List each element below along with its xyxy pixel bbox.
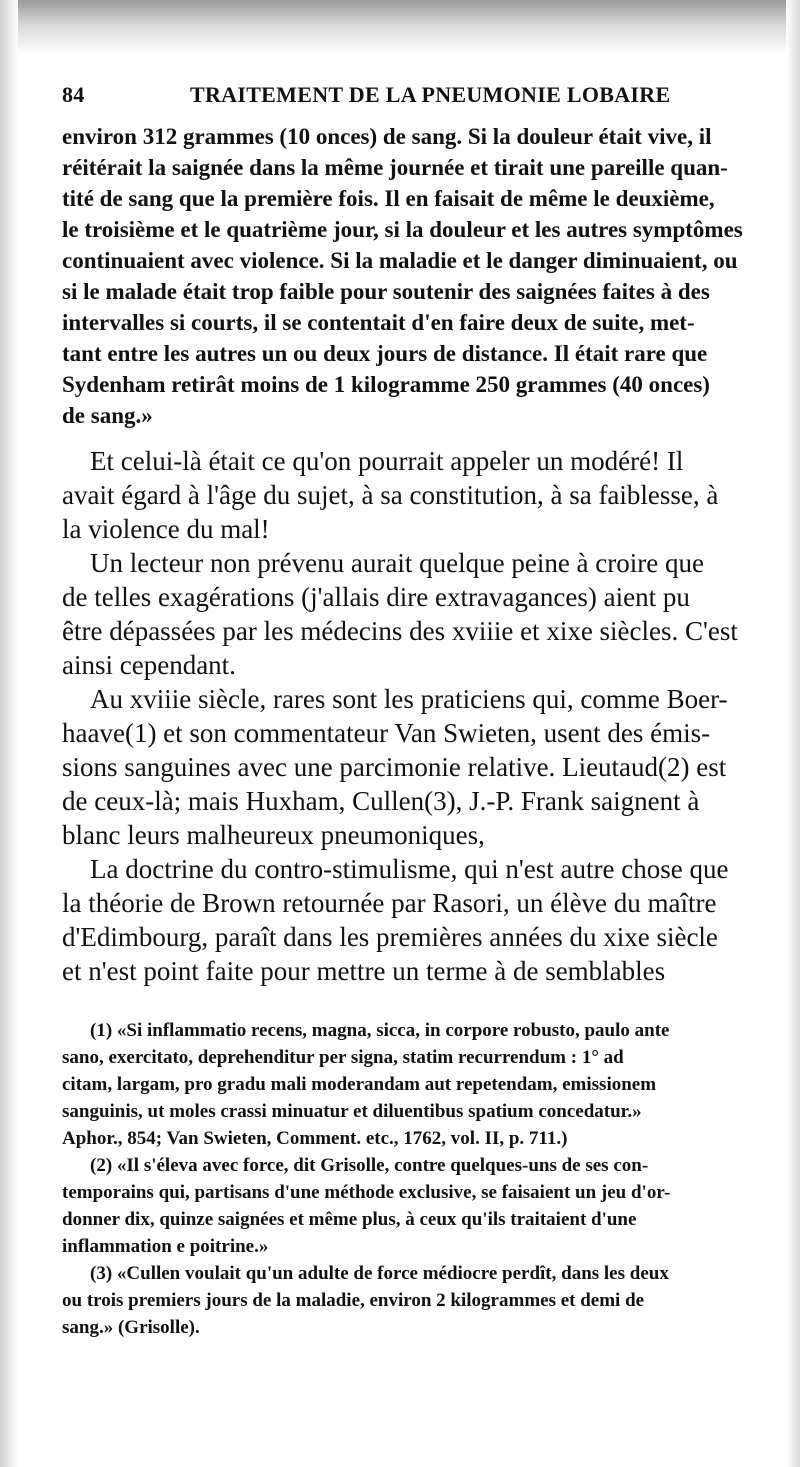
quote-line: continuaient avec violence. Si la maladie et le danger diminuaient, ou: [62, 248, 738, 273]
footnote-line: sang.» (Grisolle).: [62, 1317, 200, 1338]
main-line: La doctrine du contro-stimulisme, qui n'est autre chose que: [90, 854, 729, 884]
footnote-line: (2) «Il s'éleva avec force, dit Grisolle, contre quelques-uns de ses con-: [90, 1155, 649, 1176]
main-line: de ceux-là; mais Huxham, Cullen(3), J.-P. Frank saignent à: [62, 786, 700, 816]
footnote-line: temporains qui, partisans d'une méthode exclusive, se faisaient un jeu d'or-: [62, 1182, 671, 1203]
main-line: ainsi cependant.: [62, 650, 236, 680]
main-line: avait égard à l'âge du sujet, à sa constitution, à sa faiblesse, à: [62, 480, 719, 510]
scan-shadow-left: [0, 0, 18, 1467]
scan-shadow-top: [0, 0, 800, 55]
main-line: Un lecteur non prévenu aurait quelque peine à croire que: [90, 548, 704, 578]
quote-line: de sang.»: [62, 403, 153, 428]
scan-shadow-right: [786, 0, 800, 1467]
main-line: d'Edimbourg, paraît dans les premières années du xixe siècle: [62, 922, 718, 952]
page-number: 84: [62, 82, 85, 107]
quote-line: environ 312 grammes (10 onces) de sang. Si la douleur était vive, il: [62, 124, 712, 149]
footnote-line: sano, exercitato, deprehenditur per signa, statim recurrendum : 1° ad: [62, 1047, 624, 1068]
main-line: blanc leurs malheureux pneumoniques,: [62, 820, 485, 850]
quote-line: si le malade était trop faible pour soutenir des saignées faites à des: [62, 279, 710, 304]
main-line: haave(1) et son commentateur Van Swieten, usent des émis-: [62, 718, 711, 748]
main-line: Et celui-là était ce qu'on pourrait appeler un modéré! Il: [90, 446, 684, 476]
running-header: [62, 82, 738, 112]
main-line: être dépassées par les médecins des xviiie et xixe siècles. C'est: [62, 616, 738, 646]
footnote-line: (1) «Si inflammatio recens, magna, sicca, in corpore robusto, paulo ante: [90, 1020, 670, 1041]
main-line: et n'est point faite pour mettre un terme à de semblables: [62, 956, 666, 986]
footnote-line: inflammation e poitrine.»: [62, 1236, 269, 1257]
quote-line: réitérait la saignée dans la même journée et tirait une pareille quan-: [62, 155, 728, 180]
quote-line: tant entre les autres un ou deux jours de distance. Il était rare que: [62, 341, 708, 366]
main-line: Au xviiie siècle, rares sont les praticiens qui, comme Boer-: [90, 684, 728, 714]
footnote-line: citam, largam, pro gradu mali moderandam aut repetendam, emissionem: [62, 1074, 657, 1095]
main-line: la théorie de Brown retournée par Rasori, un élève du maître: [62, 888, 717, 918]
quote-line: le troisième et le quatrième jour, si la douleur et les autres symptômes: [62, 217, 743, 242]
running-title: TRAITEMENT DE LA PNEUMONIE LOBAIRE: [190, 82, 671, 107]
quote-line: Sydenham retirât moins de 1 kilogramme 250 grammes (40 onces): [62, 372, 710, 397]
footnote-line: ou trois premiers jours de la maladie, environ 2 kilogrammes et demi de: [62, 1290, 645, 1311]
footnote-line: sanguinis, ut moles crassi minuatur et diluentibus spatium concedatur.»: [62, 1101, 642, 1122]
main-line: de telles exagérations (j'allais dire extravagances) aient pu: [62, 582, 690, 612]
footnote-line: donner dix, quinze saignées et même plus, à ceux qu'ils traitaient d'une: [62, 1209, 637, 1230]
quote-line: intervalles si courts, il se contentait d'en faire deux de suite, met-: [62, 310, 695, 335]
main-line: la violence du mal!: [62, 514, 270, 544]
footnote-line: Aphor., 854; Van Swieten, Comment. etc., 1762, vol. II, p. 711.): [62, 1128, 568, 1149]
main-line: sions sanguines avec une parcimonie relative. Lieutaud(2) est: [62, 752, 727, 782]
quote-line: tité de sang que la première fois. Il en faisait de même le deuxième,: [62, 186, 715, 211]
footnote-line: (3) «Cullen voulait qu'un adulte de force médiocre perdît, dans les deux: [90, 1263, 669, 1284]
